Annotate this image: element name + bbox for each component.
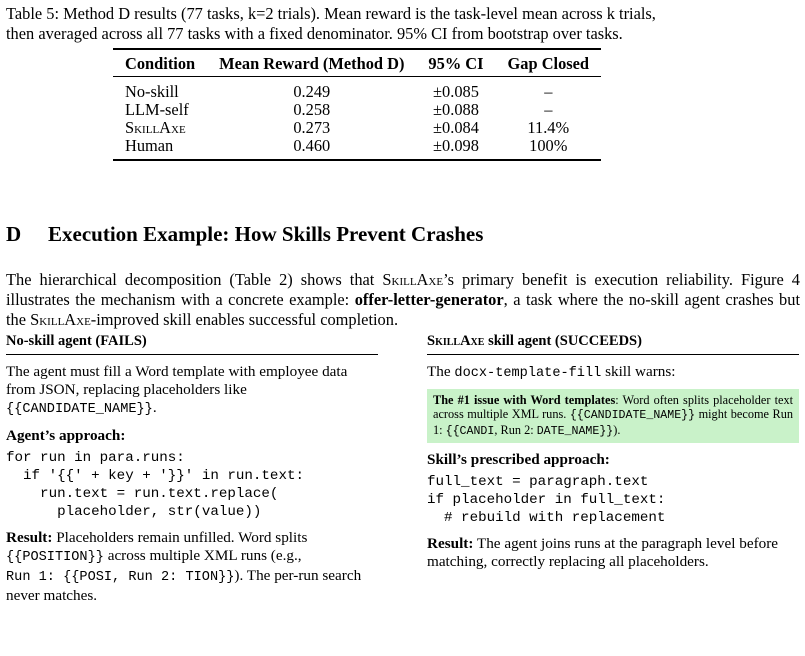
runs-code: DATE_NAME}} [536,425,614,438]
brand-name: SkillAxe [382,270,444,289]
cell-ci: ±0.088 [433,100,479,119]
table-caption [6,4,800,44]
cell-reward: 0.258 [293,100,331,119]
cell-condition: Human [125,136,174,155]
header-condition: Condition [125,54,196,73]
placeholder-code: {{POSITION}} [6,550,104,565]
cell-ci: ±0.084 [433,118,479,137]
table-row [113,77,601,102]
result-label: Result: [427,535,474,552]
skill-approach-label: Skill’s prescribed approach: [427,451,610,468]
warn-intro-text: The [427,363,455,380]
skillaxe-result [427,535,799,571]
intro-text: , a task where the no-skill agent crashes but the [6,290,800,329]
cell-ci: ±0.085 [433,82,479,101]
title-text: skill agent (SUCCEEDS) [484,333,642,349]
no-skill-result [6,529,378,605]
cell-reward: 0.249 [293,82,331,101]
table-row [113,101,601,119]
warn-intro-text: skill warns: [601,363,676,380]
section-number: D [6,222,22,246]
result-text: ). The per-run search never matches. [6,567,362,604]
agent-approach-code: for run in para.runs: if '{{' + key + '}}' in run.text: run.text = run.text.replace( placeholder, str(value)) [6,450,304,520]
warning-text: : Word often splits placeholder text across multiple XML runs. [433,393,794,421]
skill-approach-code: full_text = paragraph.text if placeholder in full_text: # rebuild with replacement [427,474,666,526]
header-mean-reward: Mean Reward (Method D) [219,54,405,73]
warning-text: , Run 2: [494,423,537,437]
result-text: The agent joins runs at the paragraph level before matching, correctly replacing all placeholders. [427,535,779,570]
caption-line-2: then averaged across all 77 tasks with a fixed denominator. 95% CI from bootstrap over tasks. [6,24,623,43]
section-heading [6,222,483,247]
cell-condition: LLM-self [125,100,189,119]
header-ci: 95% CI [428,54,484,73]
skillaxe-panel-title [427,332,799,355]
brand-name: SkillAxe [427,333,485,349]
description-text: . [152,399,157,416]
cell-reward: 0.273 [293,118,331,137]
result-text: across multiple XML runs (e.g., [103,547,302,564]
skill-warning-box [427,389,799,443]
warning-heading: The #1 issue with Word templates [433,393,616,407]
cell-ci: ±0.098 [433,136,479,155]
cell-gap: – [544,100,553,119]
table-row [113,137,601,160]
results-table-container [113,48,693,161]
skillaxe-panel [427,332,799,571]
table-header-row [113,49,601,77]
no-skill-panel-title: No-skill agent (FAILS) [6,332,378,355]
runs-code: {{CANDI [445,425,495,438]
cell-gap: 11.4% [527,118,570,137]
results-table [113,48,601,161]
task-name: offer-letter-generator [354,290,504,309]
brand-name: SkillAxe [30,310,91,329]
description-text: The agent must fill a Word template with employee data from JSON, replacing placeholders like [6,363,348,398]
intro-text: ’s primary benefit is execution reliability. Figure 4 illustrates the mechanism with a concrete example: [6,270,800,309]
cell-condition: SkillAxe [125,118,186,137]
result-text: Placeholders remain unfilled. Word splits [52,529,308,546]
warning-text: might become Run 1: [433,407,794,437]
no-skill-panel [6,332,378,605]
intro-text: The hierarchical decomposition (Table 2) shows that [6,270,383,289]
no-skill-description [6,363,378,419]
cell-reward: 0.460 [293,136,331,155]
cell-condition: No-skill [125,82,179,101]
placeholder-code: {{CANDIDATE_NAME}} [6,402,153,417]
runs-code: Run 1: {{POSI, Run 2: TION}} [6,570,235,585]
table-row [113,119,601,137]
cell-gap: 100% [529,136,568,155]
skill-name-code: docx-template-fill [454,366,602,381]
result-label: Result: [6,529,53,546]
agent-approach-label: Agent’s approach: [6,427,126,444]
warning-text: ). [613,423,621,437]
skill-warn-intro [427,363,799,383]
caption-line-1: Table 5: Method D results (77 tasks, k=2 trials). Mean reward is the task-level mean across k trials, [6,4,656,23]
section-title: Execution Example: How Skills Prevent Crashes [48,222,484,246]
intro-text: -improved skill enables successful completion. [90,310,399,329]
placeholder-code: {{CANDIDATE_NAME}} [569,409,696,422]
cell-gap: – [544,82,553,101]
intro-paragraph [6,270,800,330]
header-gap-closed: Gap Closed [507,54,590,73]
